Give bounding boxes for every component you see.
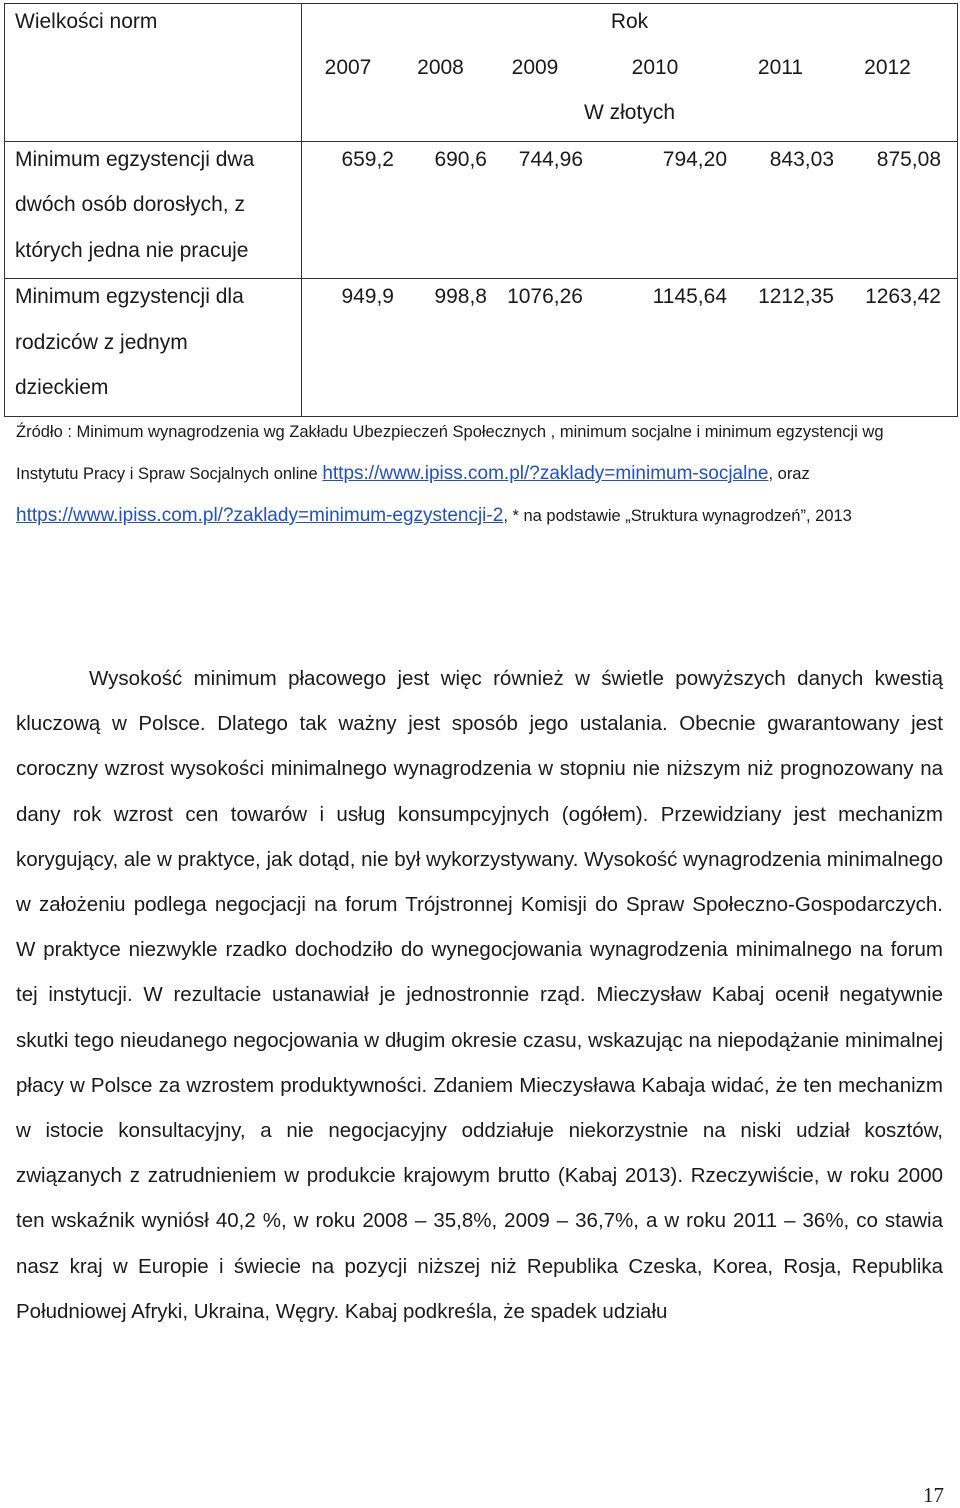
year-2007: 2007 xyxy=(324,55,372,79)
value-cell: 690,6 xyxy=(434,147,487,171)
table-header-row xyxy=(5,4,958,142)
table-row xyxy=(5,141,958,279)
header-label-cell xyxy=(5,4,302,142)
row-label-line: Minimum egzystencji dwa xyxy=(15,147,255,171)
row-values xyxy=(302,279,957,325)
row-values-cell xyxy=(302,279,958,417)
source-text: , * na podstawie „Struktura wynagrodzeń”, 2013 xyxy=(503,507,852,525)
header-rok: Rok xyxy=(610,10,649,33)
value-cell: 659,2 xyxy=(341,147,394,171)
row-values-cell xyxy=(302,141,958,279)
row-values xyxy=(302,142,957,188)
value-cell: 1212,35 xyxy=(758,285,834,308)
source-text: , oraz xyxy=(768,465,810,483)
page-number: 17 xyxy=(923,1483,944,1507)
value-cell: 949,9 xyxy=(341,285,394,308)
wage-norms-table xyxy=(4,3,958,417)
value-cell: 843,03 xyxy=(769,147,834,171)
source-text: Źródło : Minimum wynagrodzenia wg Zakładu Ubezpieczeń Społecznych , minimum socjalne i minimum egzystencji wg Instytutu Pracy i Spraw Socjalnych online xyxy=(16,423,884,483)
year-2010: 2010 xyxy=(631,55,679,79)
value-cell: 1263,42 xyxy=(865,285,941,308)
value-cell: 875,08 xyxy=(876,147,941,171)
year-2008: 2008 xyxy=(417,55,464,79)
row-label-line: dzieckiem xyxy=(15,376,109,399)
row-label-line: Minimum egzystencji dla xyxy=(15,285,244,308)
value-cell: 744,96 xyxy=(518,147,583,171)
header-label: Wielkości norm xyxy=(15,10,158,33)
table-row xyxy=(5,279,958,417)
row-label-line: rodziców z jednym xyxy=(15,330,188,354)
value-cell: 794,20 xyxy=(662,147,727,171)
table-source-note xyxy=(16,412,946,537)
source-link-egzystencji[interactable]: https://www.ipiss.com.pl/?zaklady=minimum-egzystencji-2 xyxy=(16,505,504,526)
value-cell: 998,8 xyxy=(434,285,487,308)
value-cell: 1076,26 xyxy=(507,285,583,308)
header-values-cell xyxy=(302,4,958,142)
row-label-cell xyxy=(5,279,302,417)
year-2009: 2009 xyxy=(511,55,559,79)
row-label-line: dwóch osób dorosłych, z xyxy=(15,193,245,216)
year-2011: 2011 xyxy=(757,55,804,79)
header-unit: W złotych xyxy=(583,101,675,124)
year-2012: 2012 xyxy=(864,55,911,79)
row-label-line: których jedna nie pracuje xyxy=(15,238,249,262)
body-paragraph: Wysokość minimum płacowego jest więc również w świetle powyższych danych kwestią kluczową w Polsce. Dlatego tak ważny jest sposób jego ustalania. Obecnie gwarantowany jest coroczny wzrost wysokości minimalnego wynagrodzenia w stopniu nie niższym niż prognozowany na dany rok wzrost cen towarów i usług konsumpcyjnych (ogółem). Przewidziany jest mechanizm korygujący, ale w praktyce, jak dotąd, nie był wykorzystywany. Wysokość wynagrodzenia minimalnego w założeniu podlega negocjacji na forum Trójstronnej Komisji do Spraw Społeczno-Gospodarczych. W praktyce niezwykle rzadko dochodziło do wynegocjowania wynagrodzenia minimalnego na forum tej instytucji. W rezultacie ustanawiał je jednostronnie rząd. Mieczysław Kabaj ocenił negatywnie skutki tego nieudanego negocjowania w długim okresie czasu, wskazując na niepodążanie minimalnej płacy w Polsce za wzrostem produktywności. Zdaniem Mieczysława Kabaja widać, że ten mechanizm w istocie konsultacyjny, a nie negocjacyjny oddziałuje niekorzystnie na niski udział kosztów, związanych z zatrudnieniem w produkcie krajowym brutto (Kabaj 2013). Rzeczywiście, w roku 2000 ten wskaźnik wyniósł 40,2 %, w roku 2008 – 35,8%, 2009 – 36,7%, a w roku 2011 – 36%, co stawia nasz kraj w Europie i świecie na pozycji niższej niż Republika Czeska, Korea, Rosja, Republika Południowej Afryki, Ukraina, Węgry. Kabaj podkreśla, że spadek udziału xyxy=(16,667,943,1323)
value-cell: 1145,64 xyxy=(652,285,727,308)
header-years xyxy=(302,50,957,96)
source-link-socjalne[interactable]: https://www.ipiss.com.pl/?zaklady=minimum-socjalne xyxy=(322,463,769,484)
row-label-cell xyxy=(5,141,302,279)
